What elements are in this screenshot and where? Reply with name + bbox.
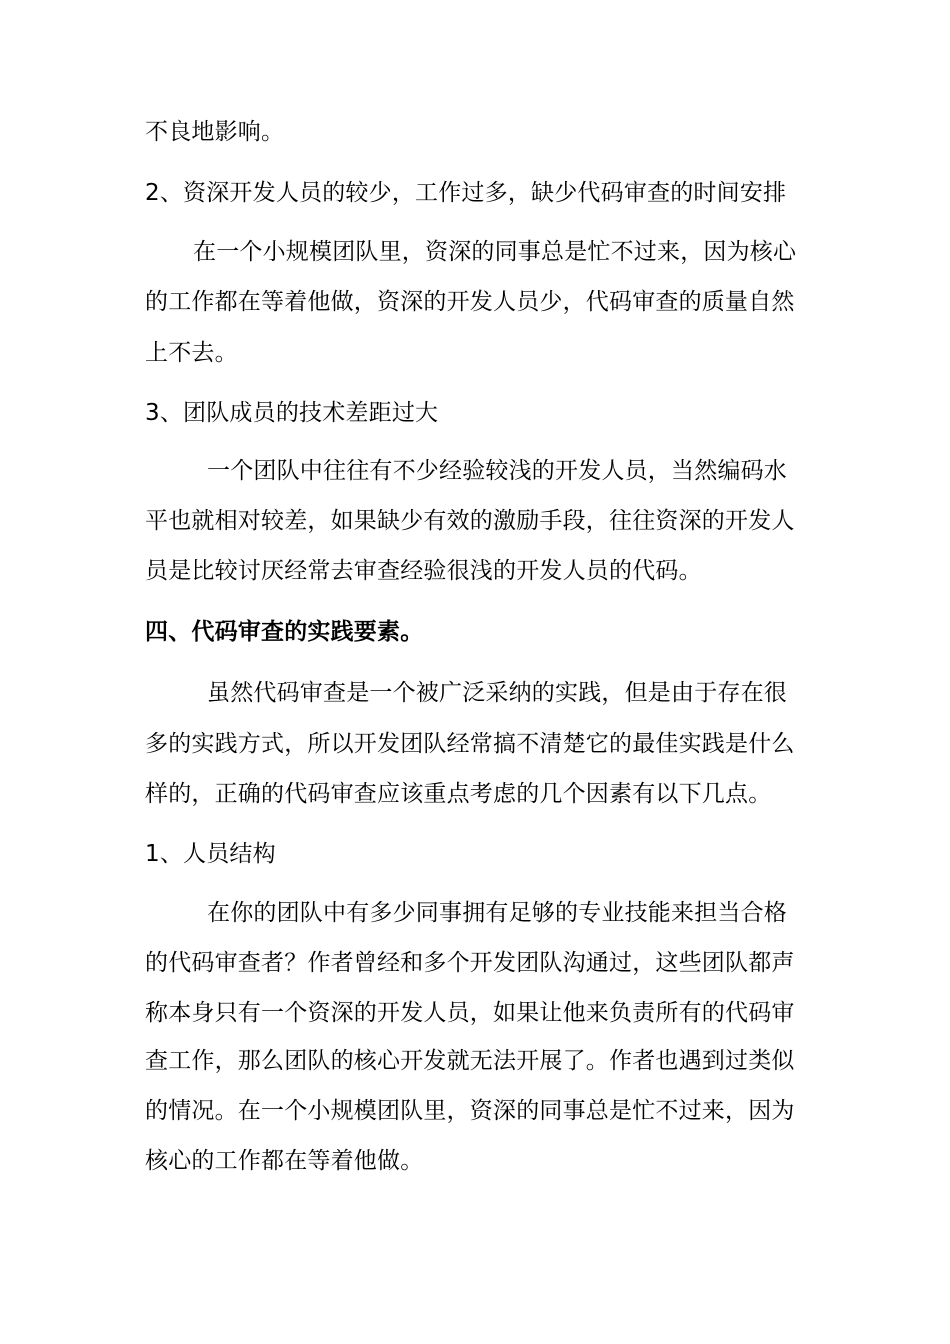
text-line: 核心的工作都在等着他做。 bbox=[145, 1148, 424, 1174]
text-line: 称本身只有一个资深的开发人员，如果让他来负责所有的代码审 bbox=[145, 1000, 795, 1026]
text-line: 员是比较讨厌经常去审查经验很浅的开发人员的代码。 bbox=[145, 558, 702, 584]
text-line: 的代码审查者？作者曾经和多个开发团队沟通过，这些团队都声 bbox=[145, 950, 795, 976]
text-line: 在你的团队中有多少同事拥有足够的专业技能来担当合格 bbox=[207, 900, 787, 926]
text-line: 多的实践方式，所以开发团队经常搞不清楚它的最佳实践是什么 bbox=[145, 731, 795, 757]
text-line: 一个团队中往往有不少经验较浅的开发人员，当然编码水 bbox=[207, 458, 787, 484]
text-line: 的情况。在一个小规模团队里，资深的同事总是忙不过来，因为 bbox=[145, 1098, 795, 1124]
text-line: 不良地影响。 bbox=[145, 119, 285, 145]
subheading-2: 2、资深开发人员的较少，工作过多，缺少代码审查的时间安排 bbox=[145, 180, 787, 206]
text-line: 上不去。 bbox=[145, 340, 238, 366]
text-line: 的工作都在等着他做，资深的开发人员少，代码审查的质量自然 bbox=[145, 289, 795, 315]
text-line: 在一个小规模团队里，资深的同事总是忙不过来，因为核心 bbox=[193, 239, 797, 265]
subheading-1: 1、人员结构 bbox=[145, 841, 276, 867]
subheading-3: 3、团队成员的技术差距过大 bbox=[145, 400, 439, 426]
text-line: 样的，正确的代码审查应该重点考虑的几个因素有以下几点。 bbox=[145, 781, 772, 807]
text-line: 平也就相对较差，如果缺少有效的激励手段，往往资深的开发人 bbox=[145, 508, 795, 534]
text-line: 虽然代码审查是一个被广泛采纳的实践，但是由于存在很 bbox=[207, 680, 787, 706]
text-line: 查工作，那么团队的核心开发就无法开展了。作者也遇到过类似 bbox=[145, 1048, 795, 1074]
section-heading: 四、代码审查的实践要素。 bbox=[145, 619, 424, 645]
